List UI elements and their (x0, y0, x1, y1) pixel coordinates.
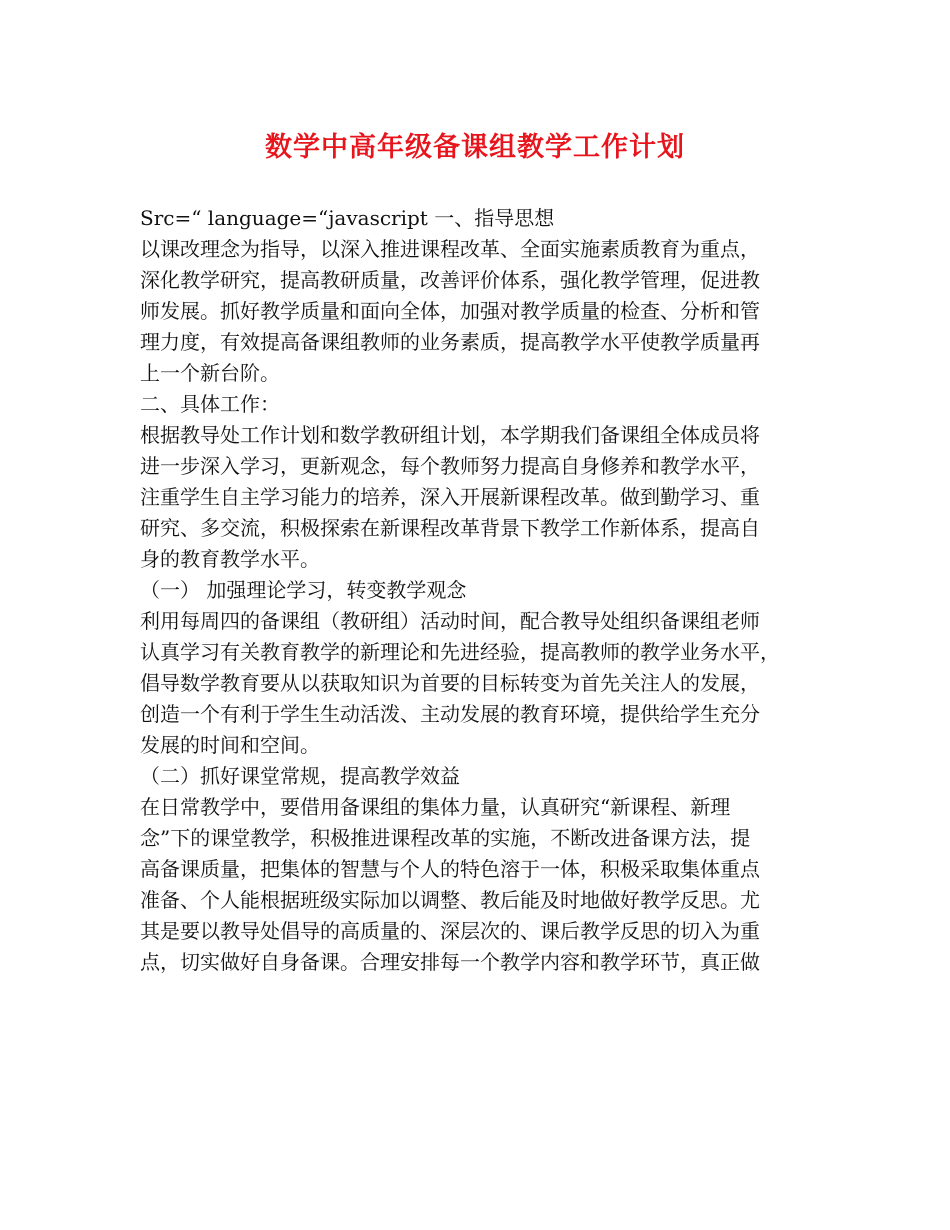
body-line: 注重学生自主学习能力的培养，深入开展新课程改革。做到勤学习、重 (140, 485, 760, 509)
subsection-heading: （一） 加强理论学习，转变教学观念 (140, 578, 467, 602)
body-line: 师发展。抓好教学质量和面向全体，加强对教学质量的检查、分析和管 (140, 299, 760, 323)
body-line: 利用每周四的备课组（教研组）活动时间，配合教导处组织备课组老师 (140, 609, 760, 633)
subsection-heading: （二）抓好课堂常规，提高教学效益 (140, 764, 460, 788)
body-line: 认真学习有关教育教学的新理论和先进经验，提高教师的教学业务水平， (140, 640, 780, 664)
body-line: 在日常教学中，要借用备课组的集体力量，认真研究“新课程、新理 (140, 795, 731, 819)
body-line: 以课改理念为指导，以深入推进课程改革、全面实施素质教育为重点， (140, 237, 760, 261)
body-line: 根据教导处工作计划和数学教研组计划，本学期我们备课组全体成员将 (140, 423, 760, 447)
body-line: 其是要以教导处倡导的高质量的、深层次的、课后教学反思的切入为重 (140, 919, 760, 943)
document-title: 数学中高年级备课组教学工作计划 (265, 132, 685, 163)
body-line: Src=“ language=“javascript 一、指导思想 (140, 206, 555, 230)
body-line: 准备、个人能根据班级实际加以调整、教后能及时地做好教学反思。尤 (140, 888, 760, 912)
document-body (140, 203, 830, 978)
body-line: 上一个新台阶。 (140, 361, 280, 385)
body-line: 理力度，有效提高备课组教师的业务素质，提高教学水平使教学质量再 (140, 330, 760, 354)
body-line: 倡导数学教育要从以获取知识为首要的目标转变为首先关注人的发展， (140, 671, 760, 695)
body-line: 深化教学研究，提高教研质量，改善评价体系，强化教学管理，促进教 (140, 268, 760, 292)
body-line: 发展的时间和空间。 (140, 733, 320, 757)
body-line: 身的教育教学水平。 (140, 547, 320, 571)
body-line: 念”下的课堂教学，积极推进课程改革的实施，不断改进备课方法，提 (140, 826, 751, 850)
body-line: 创造一个有利于学生生动活泼、主动发展的教育环境，提供给学生充分 (140, 702, 760, 726)
body-line: 进一步深入学习，更新观念，每个教师努力提高自身修养和教学水平， (140, 454, 760, 478)
body-line: 高备课质量，把集体的智慧与个人的特色溶于一体，积极采取集体重点 (140, 857, 760, 881)
body-line: 研究、多交流，积极探索在新课程改革背景下教学工作新体系，提高自 (140, 516, 760, 540)
section-heading: 二、具体工作： (140, 392, 280, 416)
body-line: 点，切实做好自身备课。合理安排每一个教学内容和教学环节，真正做 (140, 950, 760, 974)
